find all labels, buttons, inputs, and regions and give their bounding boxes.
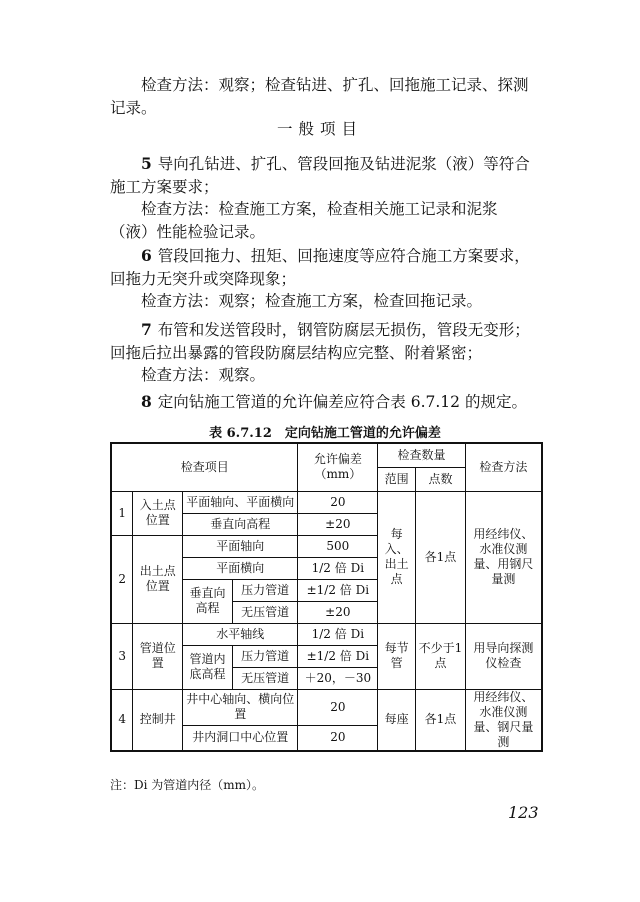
item-number: 5 [141,154,152,173]
points-cell: 各1点 [416,491,466,623]
header-deviation: 允许偏差（mm） [298,443,378,491]
paragraph-item-7-check: 检查方法：观察。 [141,366,266,384]
item-cell: 压力管道 [232,579,298,601]
item-cell: 平面横向 [183,557,298,579]
points-cell: 各1点 [416,689,466,751]
header-points: 点数 [416,467,466,491]
table-row [111,623,542,645]
section-heading: 一般项目 [276,120,363,138]
item-cell: 垂直向高程 [183,513,298,535]
value-cell: ±1/2 倍 Di [298,579,378,601]
item-text: 布管和发送管段时，钢管防腐层无损伤，管段无变形；回拖后拉出暴露的管段防腐层结构应完整、附着紧密； [110,321,530,362]
header-scope: 范围 [378,467,416,491]
paragraph-check-method-1: 检查方法：观察；检查钻进、扩孔、回拖施工记录、探测记录。 [110,76,529,117]
paragraph-item-5-check: 检查方法：检查施工方案，检查相关施工记录和泥浆（液）性能检验记录。 [110,200,498,241]
method-cell: 用导向探测仪检查 [465,623,542,689]
value-cell: 20 [298,689,378,726]
item-cell: 无压管道 [232,601,298,623]
row-number: 3 [111,623,133,689]
table-note: 注：Di 为管道内径（mm）。 [110,778,265,792]
header-quantity: 检查数量 [378,443,466,467]
item-text: 导向孔钻进、扩孔、管段回拖及钻进泥浆（液）等符合施工方案要求； [110,155,530,196]
row-number: 1 [111,491,133,535]
group-name: 入土点位置 [133,491,183,535]
value-cell: ±1/2 倍 Di [298,645,378,667]
item-cell: 井中心轴向、横向位置 [183,689,298,726]
item-number: 8 [141,392,152,411]
header-item: 检查项目 [111,443,298,491]
item-cell: 平面轴向、平面横向 [183,491,298,513]
scope-cell: 每座 [378,689,416,751]
item-cell: 压力管道 [232,645,298,667]
item-cell: 水平轴线 [183,623,298,645]
group-name: 出土点位置 [133,535,183,623]
scope-cell: 每节管 [378,623,416,689]
table-row [111,689,542,726]
points-cell: 不少于1点 [416,623,466,689]
page-number: 123 [508,803,539,822]
value-cell: 20 [298,491,378,513]
row-number: 2 [111,535,133,623]
item-number: 7 [141,320,152,339]
paragraph-item-6 [110,244,530,291]
paragraph-item-6-check: 检查方法：观察；检查施工方案，检查回拖记录。 [141,292,483,310]
method-cell: 用经纬仪、水准仪测量、钢尺量测 [465,689,542,751]
table-row [111,491,542,513]
paragraph-item-8 [110,390,530,414]
method-cell: 用经纬仪、水准仪测量、用钢尺量测 [465,491,542,623]
deviation-table [110,442,543,752]
item-number: 6 [141,246,152,265]
item-text: 定向钻施工管道的允许偏差应符合表 6.7.12 的规定。 [157,393,527,411]
item-cell: 平面轴向 [183,535,298,557]
value-cell: 500 [298,535,378,557]
scope-cell: 每入、出土点 [378,491,416,623]
value-cell: ±20 [298,601,378,623]
value-cell: ±20 [298,513,378,535]
subgroup-name: 垂直向高程 [183,579,233,623]
group-name: 控制井 [133,689,183,751]
value-cell: 20 [298,726,378,751]
paragraph-item-5 [110,152,530,199]
value-cell: 1/2 倍 Di [298,557,378,579]
row-number: 4 [111,689,133,751]
table-caption: 表 6.7.12 定向钻施工管道的允许偏差 [209,426,441,441]
paragraph-item-7 [110,318,530,365]
value-cell: 1/2 倍 Di [298,623,378,645]
header-method: 检查方法 [465,443,542,491]
item-cell: 无压管道 [232,667,298,689]
group-name: 管道位置 [133,623,183,689]
table-header-row [111,443,542,467]
subgroup-name: 管道内底高程 [183,645,233,689]
item-text: 管段回拖力、扭矩、回拖速度等应符合施工方案要求，回拖力无突升或突降现象； [110,247,530,288]
item-cell: 井内洞口中心位置 [183,726,298,751]
value-cell: ＋20，－30 [298,667,378,689]
